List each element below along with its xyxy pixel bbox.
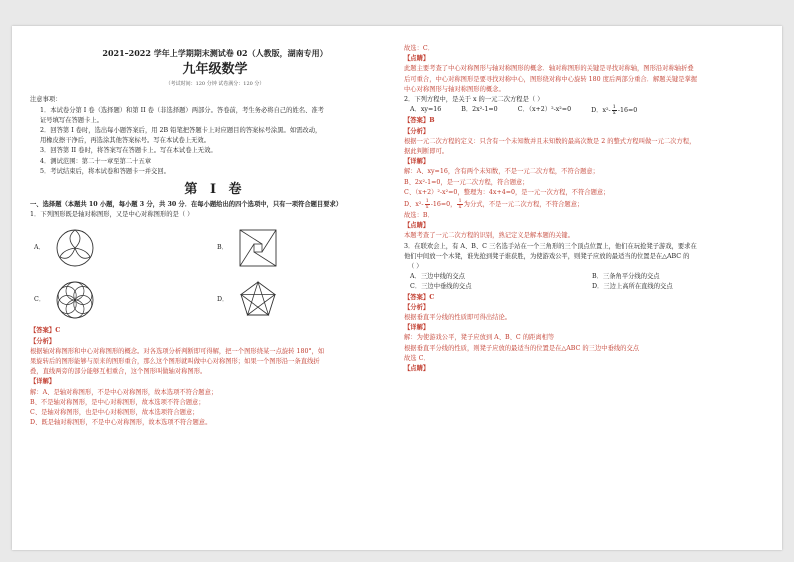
q2-detail-line: B、2x²-1=0，是一元二次方程，符合题意； (404, 178, 529, 186)
notice-line: 证号填写在答题卡上。 (40, 116, 103, 124)
q2-option-d-suffix: -16=0 (617, 107, 638, 115)
option-b (217, 226, 400, 270)
subject-title: 九年级数学 (182, 62, 248, 78)
notice-line: 2．回答第 I 卷时，选出每小题答案后，用 2B 铅笔把答题卡上对应题目的答案标号涂黑。如需改动， (40, 127, 322, 135)
q1-comment-line: 中心对称图形与轴对称图形的概念。 (404, 85, 505, 93)
q2-analysis (404, 137, 774, 157)
q3-detail (404, 333, 774, 364)
q1-analysis-line: 果旋转后的图形能够与原来的图形重合，那么这个图形就叫做中心对称图形；如果一个图形沿一条直线折 (30, 358, 320, 366)
notice-line: 1．本试卷分第 I 卷（选择题）和第 II 卷（非选择题）两部分。答卷前，考生务必将自己的姓名、准考 (40, 106, 324, 114)
q2-option-c: C．（x+2）²-x²=0 (517, 106, 572, 114)
q2-detail-line: C、（x+2）²-x²=0，整理为：4x+4=0，是一元一次方程，不符合题意； (404, 188, 610, 196)
q2-detail (404, 167, 774, 211)
section-heading: 一、选择题（本题共 10 小题，每小题 3 分，共 30 分．在每小题给出的四个选项中，只有一项符合题目要求） (30, 201, 343, 209)
option-d-label: D． (217, 296, 229, 304)
six-petal-rosette-figure (53, 278, 97, 322)
q2-detail-line-d (404, 198, 774, 211)
fraction-denominator: x (458, 204, 462, 211)
pinwheel-square-figure (236, 226, 280, 270)
q1-analysis-line: 根据轴对称图形和中心对称图形的概念。对各选项分析判断即可得解，把一个图形绕某一点旋转 180°，如 (30, 347, 325, 355)
q1-analysis-tag: 【分析】 (30, 337, 56, 345)
q3-detail-line: 根据垂直平分线的性质，则凳子应放的最适当的位置是在△ABC 的三边中垂线的交点 (404, 344, 640, 352)
option-c (34, 278, 217, 322)
fraction-numerator: 1 (425, 198, 429, 205)
fraction-numerator: 1 (612, 104, 616, 111)
notice-line: 用橡皮擦干净后，再选涂其他答案标号。写在本试卷上无效。 (40, 137, 211, 145)
q3-answer: 【答案】C (404, 293, 435, 301)
option-b-label: B． (217, 244, 228, 252)
q2-comment-tag: 【点睛】 (404, 222, 430, 230)
option-d (217, 278, 400, 322)
fraction (612, 105, 617, 116)
option-a-label: A． (34, 244, 45, 252)
q3-stem-line: 他们中间放一个木凳，谁先抢到凳子谁获胜，为使游戏公平，则凳子应放的最适当的位置是在△ABC 的 (404, 252, 690, 260)
exam-page (12, 26, 782, 550)
q1-comment-line: 此题主要考查了中心对称图形与轴对称图形的概念．轴对称图形的关键是寻找对称轴，图形沿对称轴折叠 (404, 65, 694, 73)
q2-detail-line: 解：A、xy=16，含有两个未知数，不是一元二次方程，不符合题意； (404, 168, 599, 176)
q3-analysis: 根据垂直平分线的性质即可得出结论。 (404, 314, 512, 322)
q1-analysis (30, 347, 400, 378)
q2-comment: 本题考查了一元二次方程的识别，熟记定义是解本题的关键。 (404, 232, 575, 240)
q3-stem-line: （ ） (408, 263, 423, 271)
q1-detail-line: C、是轴对称图形，也是中心对称图形，故本选项符合题意； (30, 409, 199, 417)
q3-detail-line: 解：为使游戏公平，凳子应放到 A、B、C 的距离相等 (404, 334, 555, 342)
q2-option-d (591, 105, 637, 116)
q2-answer: 【答案】B (404, 117, 435, 125)
question-2-stem: 2．下列方程中，是关于 x 的一元二次方程是（ ） (404, 96, 544, 104)
q2-analysis-line: 根据一元二次方程的定义：只含有一个未知数并且未知数的最高次数是 2 的整式方程叫做一元二次方程， (404, 137, 696, 145)
q2-detail-tag: 【详解】 (404, 158, 430, 166)
notice-heading: 注意事项： (30, 96, 62, 104)
three-petal-circle-figure (53, 226, 97, 270)
q3-stem-line: 3．在联欢会上，有 A、B、C 三名选手站在一个三角形的三个顶点位置上，他们在玩抢凳子游戏，要求在 (404, 242, 697, 250)
q2-analysis-line: 据此判断即可。 (404, 148, 449, 156)
q2-option-a: A．xy=16 (410, 106, 442, 114)
fraction (425, 199, 430, 210)
q1-detail-tag: 【详解】 (30, 378, 56, 386)
question-1-stem: 1．下列图形既是轴对称图形，又是中心对称图形的是（ ） (30, 211, 194, 219)
q3-option-b: B．三条角平分线的交点 (592, 273, 660, 281)
exam-info: （考试时间：120 分钟 试卷满分：120 分） (165, 81, 265, 88)
q3-comment-tag: 【点睛】 (404, 365, 430, 373)
notice-list (30, 106, 400, 177)
q1-detail-line: D、既是轴对称图形，不是中心对称图形，故本选项不符合题意。 (30, 419, 212, 427)
q1-comment (404, 64, 774, 95)
question-3-options (404, 272, 774, 292)
fraction-numerator: 1 (458, 198, 462, 205)
notice-line: 4．测试范围：第二十一章至第二十五章 (40, 157, 152, 165)
q3-analysis-tag: 【分析】 (404, 303, 430, 311)
notice-line: 3．回答第 II 卷时，将答案写在答题卡上。写在本试卷上无效。 (40, 147, 217, 155)
fraction (457, 199, 462, 210)
q1-comment-line: 后可重合，中心对称图形是要寻找对称中心，图形绕对称中心旋转 180 度后两部分重合．解题关键是掌握 (404, 75, 698, 83)
q1-answer: 【答案】C (30, 327, 61, 335)
option-c-label: C． (34, 296, 46, 304)
fraction-denominator: x (425, 204, 429, 211)
q3-detail-line: 故选 C． (404, 354, 430, 362)
q1-choice: 故选：C． (404, 45, 435, 52)
question-3-stem (404, 242, 774, 273)
q2-option-b: B．2x²-1=0 (461, 106, 498, 114)
left-column (30, 26, 400, 428)
q1-detail-line: 解：A、是轴对称图形，不是中心对称图形，故本选项不符合题意； (30, 388, 218, 396)
pentagon-star-figure (236, 278, 280, 322)
q3-detail-tag: 【详解】 (404, 324, 430, 332)
q3-option-a: A．三边中线的交点 (410, 273, 465, 281)
q3-option-c: C．三边中垂线的交点 (410, 283, 472, 291)
q1-comment-tag: 【点睛】 (404, 55, 430, 63)
option-a (34, 226, 217, 270)
document-title: 2021–2022 学年上学期期末测试卷 02（人教版，湖南专用） (102, 48, 328, 58)
question-2-options (404, 105, 774, 116)
fraction-denominator: x (612, 110, 616, 117)
q1-detail (30, 388, 400, 429)
right-column (404, 44, 774, 374)
q2-analysis-tag: 【分析】 (404, 127, 430, 135)
q3-option-d: D．三边上高所在直线的交点 (592, 283, 673, 291)
q1-detail-line: B、不是轴对称图形，是中心对称图形，故本选项不符合题意； (30, 398, 205, 406)
q2-detail-d-mid: -16=0， (430, 201, 457, 209)
q2-choice: 故选：B． (404, 212, 434, 220)
notice-line: 5．考试结束后，将本试卷和答题卡一并交回。 (40, 167, 170, 175)
q2-detail-d-suffix: 为分式，不是一元二次方程，不符合题意； (463, 201, 584, 209)
question-1-figures (34, 226, 400, 322)
q2-detail-d-prefix: D、x²- (404, 201, 424, 209)
q1-analysis-line: 叠，直线两旁的部分能够互相重合，这个图形叫做轴对称图形。 (30, 368, 207, 376)
q2-option-d-prefix: D．x²- (591, 107, 611, 115)
volume-title: 第 I 卷 (184, 182, 246, 198)
